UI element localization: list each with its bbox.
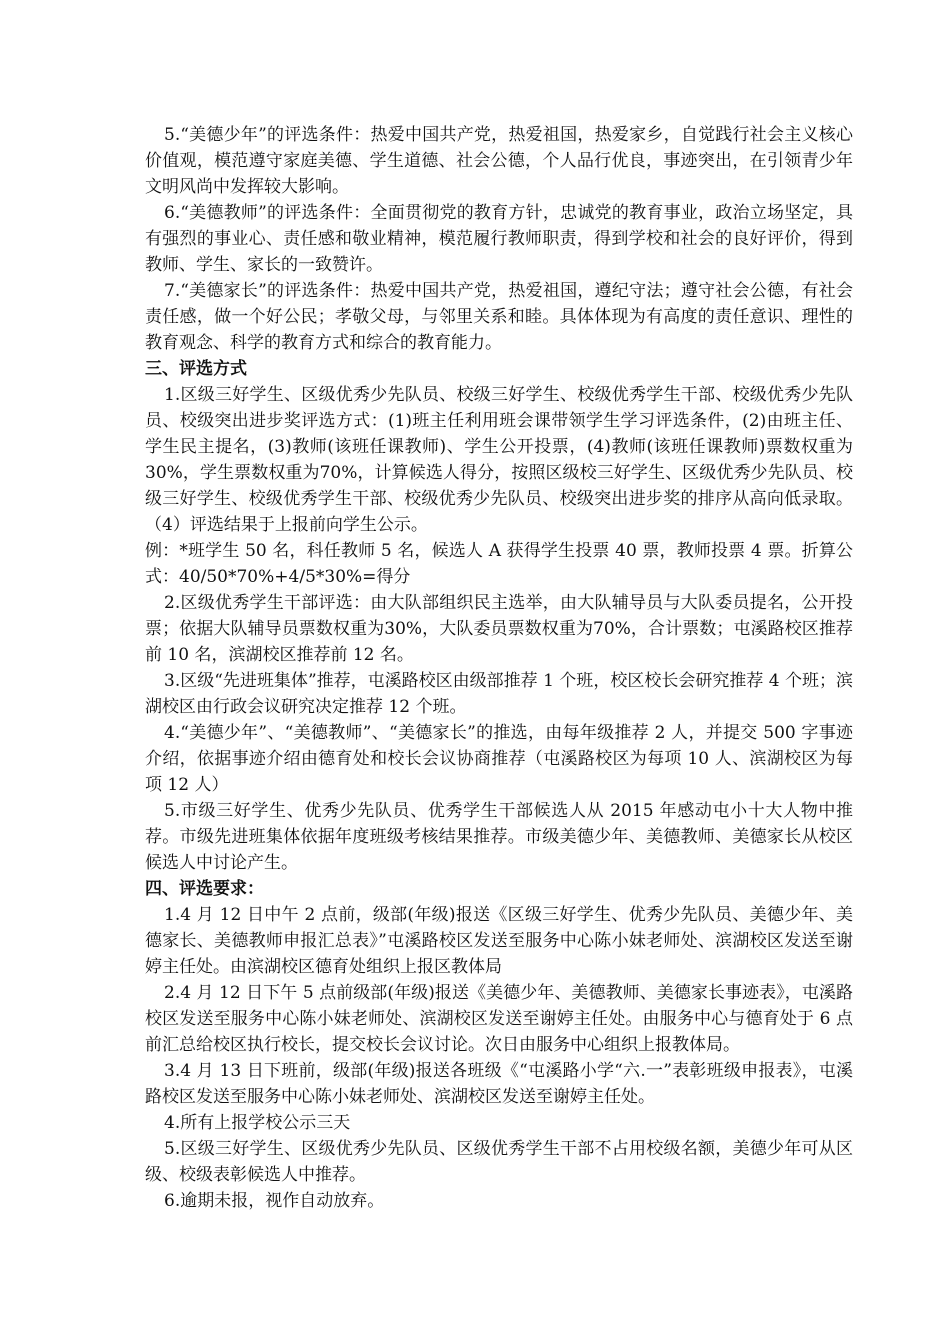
method-item-4: 4.“美德少年”、“美德教师”、“美德家长”的推选，由每年级推荐 2 人，并提交 500 字事迹介绍，依据事迹介绍由德育处和校长会议协商推荐（屯溪路校区为每项 10 人、滨湖校区为每项 12 人） [145, 723, 853, 795]
method-item-3: 3.区级“先进班集体”推荐，屯溪路校区由级部推荐 1 个班，校区校长会研究推荐 4 个班；滨湖校区由行政会议研究决定推荐 12 个班。 [145, 671, 853, 717]
method-example: 例：*班学生 50 名，科任教师 5 名，候选人 A 获得学生投票 40 票，教师投票 4 票。折算公式：40/50*70%+4/5*30%=得分 [145, 541, 853, 587]
requirement-item-5: 5.区级三好学生、区级优秀少先队员、区级优秀学生干部不占用校级名额，美德少年可从区级、校级表彰候选人中推荐。 [145, 1139, 853, 1185]
method-item-2: 2.区级优秀学生干部评选：由大队部组织民主选举，由大队辅导员与大队委员提名，公开投票；依据大队辅导员票数权重为30%，大队委员票数权重为70%，合计票数；屯溪路校区推荐前 10 名，滨湖校区推荐前 12 名。 [145, 593, 853, 665]
requirement-item-4: 4.所有上报学校公示三天 [164, 1113, 351, 1133]
requirement-item-1: 1.4 月 12 日中午 2 点前，级部(年级)报送《区级三好学生、优秀少先队员、美德少年、美德家长、美德教师申报汇总表》”屯溪路校区发送至服务中心陈小妹老师处、滨湖校区发送至谢婷主任处。由滨湖校区德育处组织上报区教体局 [145, 905, 853, 977]
document-body [145, 122, 853, 1214]
criteria-virtue-youth: 5.“美德少年”的评选条件：热爱中国共产党，热爱祖国，热爱家乡，自觉践行社会主义核心价值观，模范遵守家庭美德、学生道德、社会公德，个人品行优良，事迹突出，在引领青少年文明风尚中发挥较大影响。 [145, 125, 853, 197]
criteria-virtue-parent: 7.“美德家长”的评选条件：热爱中国共产党，热爱祖国，遵纪守法；遵守社会公德，有社会责任感，做一个好公民；孝敬父母，与邻里关系和睦。具体体现为有高度的责任意识、理性的教育观念、科学的教育方式和综合的教育能力。 [145, 281, 853, 353]
requirement-item-3: 3.4 月 13 日下班前，级部(年级)报送各班级《“屯溪路小学“六.一”表彰班级申报表》，屯溪路校区发送至服务中心陈小妹老师处、滨湖校区发送至谢婷主任处。 [145, 1061, 853, 1107]
requirement-item-2: 2.4 月 12 日下午 5 点前级部(年级)报送《美德少年、美德教师、美德家长事迹表》，屯溪路校区发送至服务中心陈小妹老师处、滨湖校区发送至谢婷主任处。由服务中心与德育处于 6 点前汇总给校区执行校长，提交校长会议讨论。次日由服务中心组织上报教体局。 [145, 983, 853, 1055]
criteria-virtue-teacher: 6.“美德教师”的评选条件：全面贯彻党的教育方针，忠诚党的教育事业，政治立场坚定，具有强烈的事业心、责任感和敬业精神，模范履行教师职责，得到学校和社会的良好评价，得到教师、学生、家长的一致赞许。 [145, 203, 853, 275]
method-item-1: 1.区级三好学生、区级优秀少先队员、校级三好学生、校级优秀学生干部、校级优秀少先队员、校级突出进步奖评选方式：(1)班主任利用班会课带领学生学习评选条件，(2)由班主任、学生民主提名，(3)教师(该班任课教师)、学生公开投票，(4)教师(该班任课教师)票数权重为30%，学生票数权重为70%，计算候选人得分，按照区级校三好学生、区级优秀少先队员、校级三好学生、校级优秀学生干部、校级优秀少先队员、校级突出进步奖的排序从高向低录取。（4）评选结果于上报前向学生公示。 [145, 385, 853, 535]
section-heading-requirements: 四、评选要求： [145, 879, 264, 899]
method-item-5: 5.市级三好学生、优秀少先队员、优秀学生干部候选人从 2015 年感动屯小十大人物中推荐。市级先进班集体依据年度班级考核结果推荐。市级美德少年、美德教师、美德家长从校区候选人中讨论产生。 [145, 801, 853, 873]
requirement-item-6: 6.逾期未报，视作自动放弃。 [164, 1191, 385, 1211]
section-heading-selection-method: 三、评选方式 [145, 359, 247, 379]
